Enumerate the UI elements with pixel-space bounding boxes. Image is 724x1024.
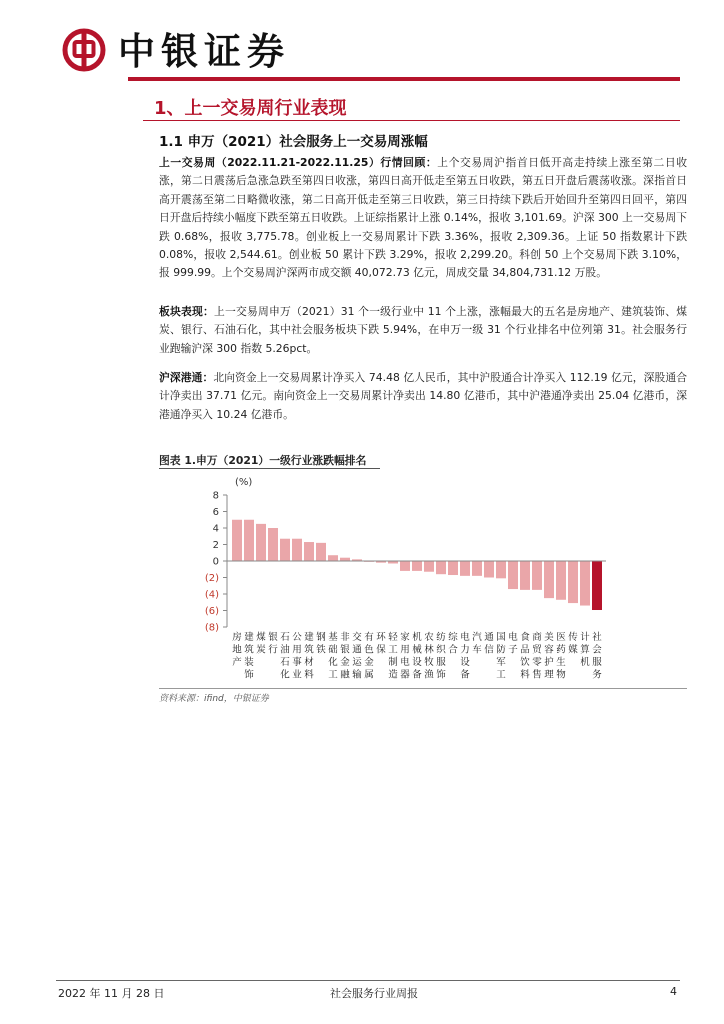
x-category-label: 电子: [508, 632, 518, 656]
footer-date: 2022 年 11 月 28 日: [58, 987, 165, 1000]
bar: [544, 561, 554, 598]
section-title: 1、上一交易周行业表现: [154, 98, 347, 119]
x-category-label: 通信: [484, 632, 494, 656]
y-tick-label: (4): [204, 589, 219, 601]
bar: [580, 561, 590, 606]
x-category-label: 医药生物: [556, 632, 566, 681]
figure-source: 资料来源：ifind，中银证券: [159, 694, 269, 704]
bar: [256, 524, 266, 561]
x-category-label: 汽车: [472, 632, 482, 656]
bar: [568, 561, 578, 603]
x-category-label: 机械设备: [412, 632, 422, 681]
y-tick-label: 0: [212, 556, 219, 568]
subsection-title: 1.1 申万（2021）社会服务上一交易周涨幅: [159, 134, 428, 150]
x-category-label: 房地产: [232, 632, 242, 668]
bar: [436, 561, 446, 574]
x-category-label: 非银金融: [340, 632, 350, 681]
x-category-label: 煤炭: [256, 632, 266, 656]
y-tick-label: 4: [212, 523, 219, 535]
bar: [592, 561, 602, 610]
bar: [520, 561, 530, 590]
footer-report-title: 社会服务行业周报: [330, 987, 418, 1000]
bar: [292, 539, 302, 561]
bar: [232, 520, 242, 561]
bar: [556, 561, 566, 600]
bar: [304, 542, 314, 561]
figure-title: 图表 1.申万（2021）一级行业涨跌幅排名: [159, 454, 367, 467]
x-category-label: 计算机: [580, 632, 590, 668]
bar: [412, 561, 422, 571]
industry-returns-bar-chart: [159, 470, 619, 685]
y-tick-label: (8): [204, 622, 219, 634]
x-category-label: 银行: [268, 632, 278, 656]
x-category-label: 综合: [448, 632, 458, 656]
bank-of-china-logo-icon: [62, 28, 106, 72]
bar: [328, 555, 338, 561]
y-tick-label: (2): [204, 573, 219, 584]
page-header: [0, 0, 724, 82]
source-divider: [159, 688, 687, 689]
bar: [484, 561, 494, 578]
paragraph-lead: 板块表现：: [159, 305, 215, 318]
x-category-label: 食品饮料: [520, 632, 530, 681]
bar: [280, 539, 290, 561]
x-category-label: 纺织服饰: [436, 632, 446, 681]
section-divider: [143, 120, 680, 121]
paragraph-text: 上一交易周申万（2021）31 个一级行业中 11 个上涨，涨幅最大的五名是房地产、建筑装饰、煤炭、银行、石油石化，其中社会服务板块下跌 5.94%，在申万一级 31 个行业排名中位列第 31。社会服务行业跑输沪深 300 指数 5.26pct。: [159, 305, 687, 355]
y-axis-unit-label: (%): [235, 477, 253, 488]
figure-title-underline: [159, 468, 380, 469]
x-category-label: 国防军工: [496, 632, 506, 681]
bar: [532, 561, 542, 590]
brand-name: 中银证券: [118, 29, 290, 73]
x-category-label: 钢铁: [316, 632, 326, 656]
sector-performance-paragraph: [159, 303, 687, 358]
bar: [268, 528, 278, 561]
bar: [424, 561, 434, 572]
x-category-label: 轻工制造: [388, 632, 398, 681]
bar: [400, 561, 410, 571]
y-tick-label: 6: [212, 507, 219, 518]
x-category-label: 建筑装饰: [244, 632, 254, 681]
x-category-label: 石油石化: [280, 632, 290, 681]
x-category-label: 农林牧渔: [424, 632, 434, 681]
y-tick-label: 8: [212, 490, 219, 502]
x-category-label: 商贸零售: [532, 632, 542, 681]
bar: [448, 561, 458, 575]
paragraph-lead: 上一交易周（2022.11.21-2022.11.25）行情回顾：: [159, 156, 438, 169]
footer-divider: [56, 980, 680, 981]
header-divider: [128, 77, 680, 81]
x-category-label: 基础化工: [328, 632, 338, 681]
paragraph-text: 北向资金上一交易周累计净买入 74.48 亿人民币，其中沪股通合计净买入 112.19 亿元，深股通合计净卖出 37.71 亿元。南向资金上一交易周累计净卖出 14.80 亿港币，其中沪港通净卖出 25.04 亿港币，深港通净买入 10.24 亿港币。: [159, 371, 688, 421]
y-tick-label: 2: [212, 540, 219, 551]
x-category-label: 电力设备: [460, 632, 470, 681]
bar: [460, 561, 470, 576]
connect-flow-paragraph: [159, 369, 687, 424]
x-category-label: 公用事业: [292, 632, 302, 681]
x-category-label: 社会服务: [592, 632, 602, 681]
x-category-label: 建筑材料: [304, 632, 314, 681]
x-category-label: 交通运输: [352, 632, 362, 681]
x-category-label: 环保: [376, 632, 386, 656]
bar: [496, 561, 506, 578]
x-category-label: 美容护理: [544, 632, 554, 681]
bar: [316, 543, 326, 561]
market-review-paragraph: [159, 154, 687, 283]
x-category-label: 家用电器: [400, 632, 410, 681]
page-number: 4: [670, 985, 677, 998]
bar: [472, 561, 482, 576]
paragraph-lead: 沪深港通：: [159, 371, 214, 384]
bar: [508, 561, 518, 589]
x-category-label: 传媒: [568, 632, 578, 656]
x-category-label: 有色金属: [364, 632, 374, 681]
bar: [244, 520, 254, 561]
y-tick-label: (6): [204, 606, 219, 617]
paragraph-text: 上个交易周沪指首日低开高走持续上涨至第二日收涨，第二日震荡后急涨急跌至第四日收涨，第四日高开低走至第五日收跌，第五日开盘后震荡收涨。深指首日高开震荡至第二日略微收涨，第二日高开低走至第三日收跌，第三日持续下跌后开始回升至第四日回平，第四日开盘后持续小幅度下跌至第五日收跌。上证综指累计上涨 0.14%，报收 3,101.69。沪深 300 上一交易周下跌 0.68%，报收 3,775.78。创业板上一交易周累计下跌 3.36%，报收 2,309.36。上证 50 指数累计下跌 0.08%，报收 2,544.61。创业板 50 累计下跌 3.29%，报收 2,299.20。科创 50 上个交易周下跌 3.10%，报 999.99。上个交易周沪深两市成交额 40,072.73 亿元，周成交量 34,804,731.12 万股。: [159, 156, 688, 280]
